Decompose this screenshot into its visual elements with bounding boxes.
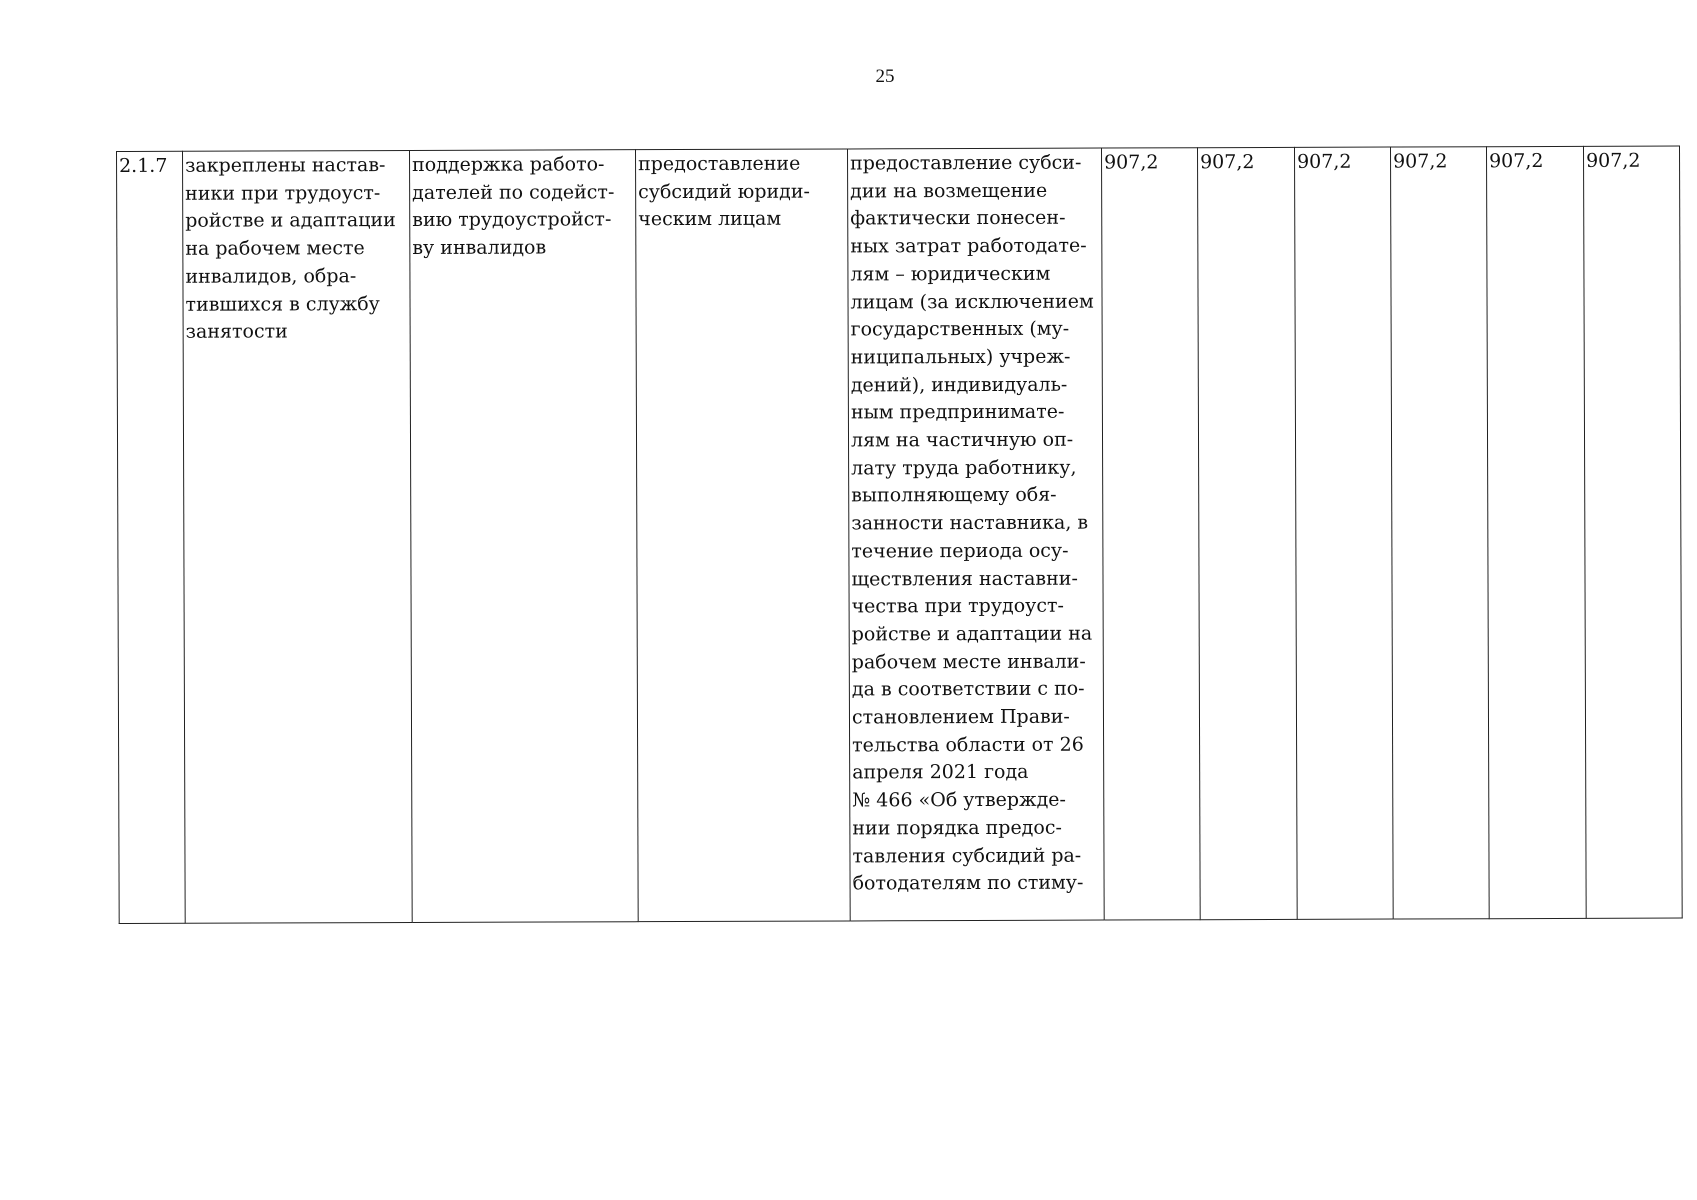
- description-line: тавления субсидий ра-: [852, 844, 1082, 868]
- description-line: ботодателям по стиму-: [852, 871, 1084, 895]
- description-line: да в соответствии с по-: [851, 677, 1085, 701]
- table-row: [117, 146, 1683, 923]
- row-number: 2.1.7: [119, 154, 168, 177]
- description-line: государственных (му-: [850, 317, 1070, 341]
- page-number: 25: [875, 66, 895, 87]
- type-cell: [635, 149, 850, 922]
- event-line: ву инвалидов: [412, 236, 547, 260]
- description-line: ных затрат работодате-: [850, 234, 1087, 258]
- description-line: занности наставника, в: [851, 511, 1089, 535]
- result-line: ройстве и адаптации: [185, 209, 396, 233]
- result-line: ники при трудоуст-: [185, 181, 381, 205]
- value-text: 907,2: [1489, 150, 1544, 173]
- event-line: поддержка работо-: [412, 153, 605, 176]
- value-cell: [1197, 147, 1297, 919]
- event-cell: [409, 150, 638, 923]
- result-line: закреплены настав-: [185, 154, 386, 177]
- description-line: фактически понесен-: [850, 207, 1066, 230]
- description-line: № 466 «Об утвержде-: [852, 788, 1066, 812]
- value-text: 907,2: [1104, 151, 1159, 174]
- value-cell: [1101, 148, 1200, 920]
- value-text: 907,2: [1200, 151, 1255, 174]
- description-line: выполняющему обя-: [851, 484, 1057, 507]
- program-table: [116, 146, 1683, 924]
- description-line: ройстве и адаптации на: [851, 622, 1093, 646]
- description-line: дии на возмещение: [850, 179, 1048, 203]
- value-text: 907,2: [1586, 149, 1641, 172]
- value-cell: [1294, 147, 1393, 919]
- value-cell: [1583, 146, 1682, 918]
- value-text: 907,2: [1297, 150, 1352, 173]
- description-line: ным предпринимате-: [850, 401, 1065, 424]
- value-cell: [1486, 146, 1586, 918]
- type-line: субсидий юриди-: [638, 180, 810, 203]
- value-cell: [1390, 147, 1489, 919]
- description-line: чества при трудоуст-: [851, 594, 1064, 618]
- description-line: ществления наставни-: [851, 567, 1078, 590]
- description-line: лату труда работнику,: [851, 456, 1077, 480]
- description-line: лицам (за исключением: [850, 290, 1094, 313]
- type-line: ческим лицам: [638, 208, 782, 231]
- description-line: предоставление субси-: [850, 151, 1082, 175]
- description-line: лям на частичную оп-: [850, 428, 1074, 452]
- result-cell: [183, 150, 413, 923]
- description-line: становлением Прави-: [851, 705, 1070, 729]
- result-line: тившихся в службу: [185, 292, 380, 316]
- result-line: занятости: [185, 320, 288, 343]
- event-line: дателей по содейст-: [412, 180, 615, 204]
- description-line: лям – юридическим: [850, 262, 1051, 286]
- description-line: течение периода осу-: [851, 539, 1069, 563]
- result-line: инвалидов, обра-: [185, 264, 357, 288]
- description-cell: [847, 148, 1104, 921]
- value-text: 907,2: [1393, 150, 1448, 173]
- description-line: апреля 2021 года: [852, 761, 1029, 784]
- event-line: вию трудоустройст-: [412, 208, 612, 232]
- description-line: ниципальных) учреж-: [850, 345, 1071, 369]
- type-line: предоставление: [638, 152, 801, 176]
- description-line: нии порядка предос-: [852, 816, 1062, 840]
- description-line: дений), индивидуаль-: [850, 373, 1068, 397]
- result-line: на рабочем месте: [185, 237, 365, 260]
- description-line: рабочем месте инвали-: [851, 650, 1086, 674]
- row-number-cell: [117, 151, 186, 923]
- description-line: тельства области от 26: [852, 733, 1084, 757]
